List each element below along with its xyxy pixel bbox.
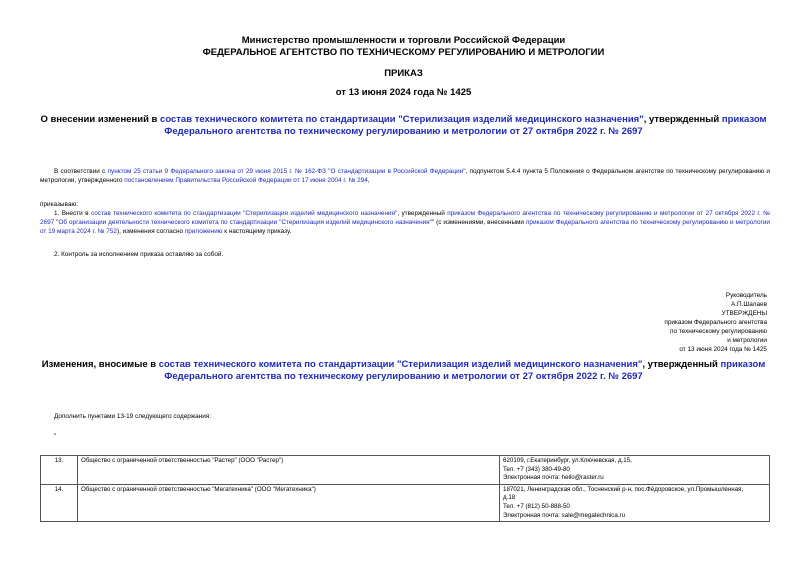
title-prefix: О внесении изменений в: [40, 114, 161, 125]
changes-title-prefix: Изменения, вносимые в: [41, 359, 159, 370]
table-row: [41, 484, 770, 521]
organization-contacts: [500, 484, 770, 521]
contact-line: Электронная почта: sale@megatechnica.ru: [503, 511, 626, 519]
item1-text-6: к настоящему приказу.: [222, 228, 292, 235]
order-2697-link-3[interactable]: приказом Федерального агентства по техническому регулированию и метрологии от 27 октября 2022 г. № 2697: [164, 359, 766, 382]
item1-text-2: , утвержденный: [397, 210, 448, 217]
item1-text-1: 1. Внести в: [54, 210, 91, 217]
basis-text-1: В соответствии с: [54, 168, 108, 175]
orders-word: приказываю:: [40, 201, 78, 208]
government-decree-link[interactable]: постановлением Правительства Российской Федерации от 17 июня 2004 г. № 294: [124, 177, 368, 184]
contact-line: 620109, г.Екатеринбург, ул.Ключевская, д.15,: [503, 457, 632, 464]
item1-text-5: ), изменения согласно: [116, 228, 185, 235]
changes-title-middle: , утвержденный: [642, 359, 721, 370]
appendix-link[interactable]: приложению: [184, 228, 223, 235]
organization-name: Общество с ограниченной ответственностью "Растер" (ООО "Растер"): [78, 456, 500, 485]
agency-name: ФЕДЕРАЛЬНОЕ АГЕНТСТВО ПО ТЕХНИЧЕСКОМУ РЕГУЛИРОВАНИЮ И МЕТРОЛОГИИ: [202, 47, 605, 58]
order-date-number: от 13 июня 2024 года № 1425: [335, 87, 472, 98]
order-title: [40, 114, 767, 138]
item1-text-4: " (с изменениями, внесенными: [431, 219, 526, 226]
basis-text-2: , подпунктом 5.4.4 пункта 5 Положения о Федеральном агентстве по техническому регулированию и метрологии, утвержденного: [40, 168, 770, 184]
order-752-link[interactable]: приказом Федерального агентства по техническому регулированию и метрологии от 19 марта 2024 г. № 752: [40, 219, 771, 235]
members-table: [40, 455, 770, 522]
item-2-paragraph: 2. Контроль за исполнением приказа оставляю за собой.: [54, 251, 224, 258]
contact-line: Электронная почта: hello@raster.ru: [503, 474, 604, 482]
order-2697-link[interactable]: приказом Федерального агентства по техническому регулированию и метрологии от 27 октября 2022 г. № 2697: [164, 114, 767, 137]
contact-line: Тел. +7 (812) 50-888-50: [503, 502, 570, 510]
opening-quote: ": [54, 433, 57, 440]
organization-contacts: [500, 456, 770, 485]
approval-line-5: от 13 июня 2024 года № 1425: [679, 346, 767, 353]
table-row: [41, 456, 770, 485]
basis-text-3: ,: [367, 177, 370, 184]
basis-paragraph: [40, 167, 770, 185]
signature-position: Руководитель: [725, 292, 767, 299]
federal-law-link[interactable]: пунктом 25 статьи 9 Федерального закона от 29 июня 2015 г. № 162-ФЗ "О стандартизации в Российской Федерации": [107, 168, 466, 175]
approval-line-4: и метрологии: [727, 337, 767, 344]
committee-composition-link-3[interactable]: состав технического комитета по стандартизации "Стерилизация изделий медицинского назначения": [158, 359, 643, 370]
organization-name: Общество с ограниченной ответственностью "Мегатехника" (ООО "Мегатехника"): [78, 484, 500, 521]
item1-text-3: ": [54, 219, 59, 226]
title-middle: , утвержденный: [643, 114, 722, 125]
committee-composition-link-2[interactable]: состав технического комитета по стандартизации "Стерилизация изделий медицинского назначения": [90, 210, 398, 217]
item-1-paragraph: [40, 209, 770, 236]
committee-composition-link[interactable]: состав технического комитета по стандартизации "Стерилизация изделий медицинского назначения": [160, 114, 644, 125]
approval-line-3: по техническому регулированию: [670, 328, 767, 335]
contact-line: Тел. +7 (343) 380-49-80: [503, 465, 570, 473]
row-number: 13.: [41, 456, 78, 485]
approval-line-1: УТВЕРЖДЕНЫ: [721, 310, 767, 317]
row-number: 14.: [41, 484, 78, 521]
contact-line: 187021, Ленинградская обл., Тосненский р-н, пос.Фёдоровское, ул.Промышленная,: [503, 485, 744, 493]
ministry-name: Министерство промышленности и торговли Российской Федерации: [241, 35, 566, 46]
approval-line-2: приказом Федерального агентства: [664, 319, 767, 326]
supplement-text: Дополнить пунктами 13-19 следующего содержания:: [54, 413, 212, 420]
document-type: ПРИКАЗ: [384, 68, 423, 79]
signature-name: А.П.Шалаев: [730, 301, 767, 308]
contact-line: д.18: [503, 494, 516, 502]
order-2697-link-2[interactable]: приказом Федерального агентства по техническому регулированию и метрологии от 27 октября 2022 г. № 2697: [40, 210, 770, 226]
changes-title: [40, 359, 767, 383]
committee-organization-link[interactable]: Об организации деятельности технического комитета по стандартизации "Стерилизация изделий медицинского назначения": [58, 219, 432, 226]
